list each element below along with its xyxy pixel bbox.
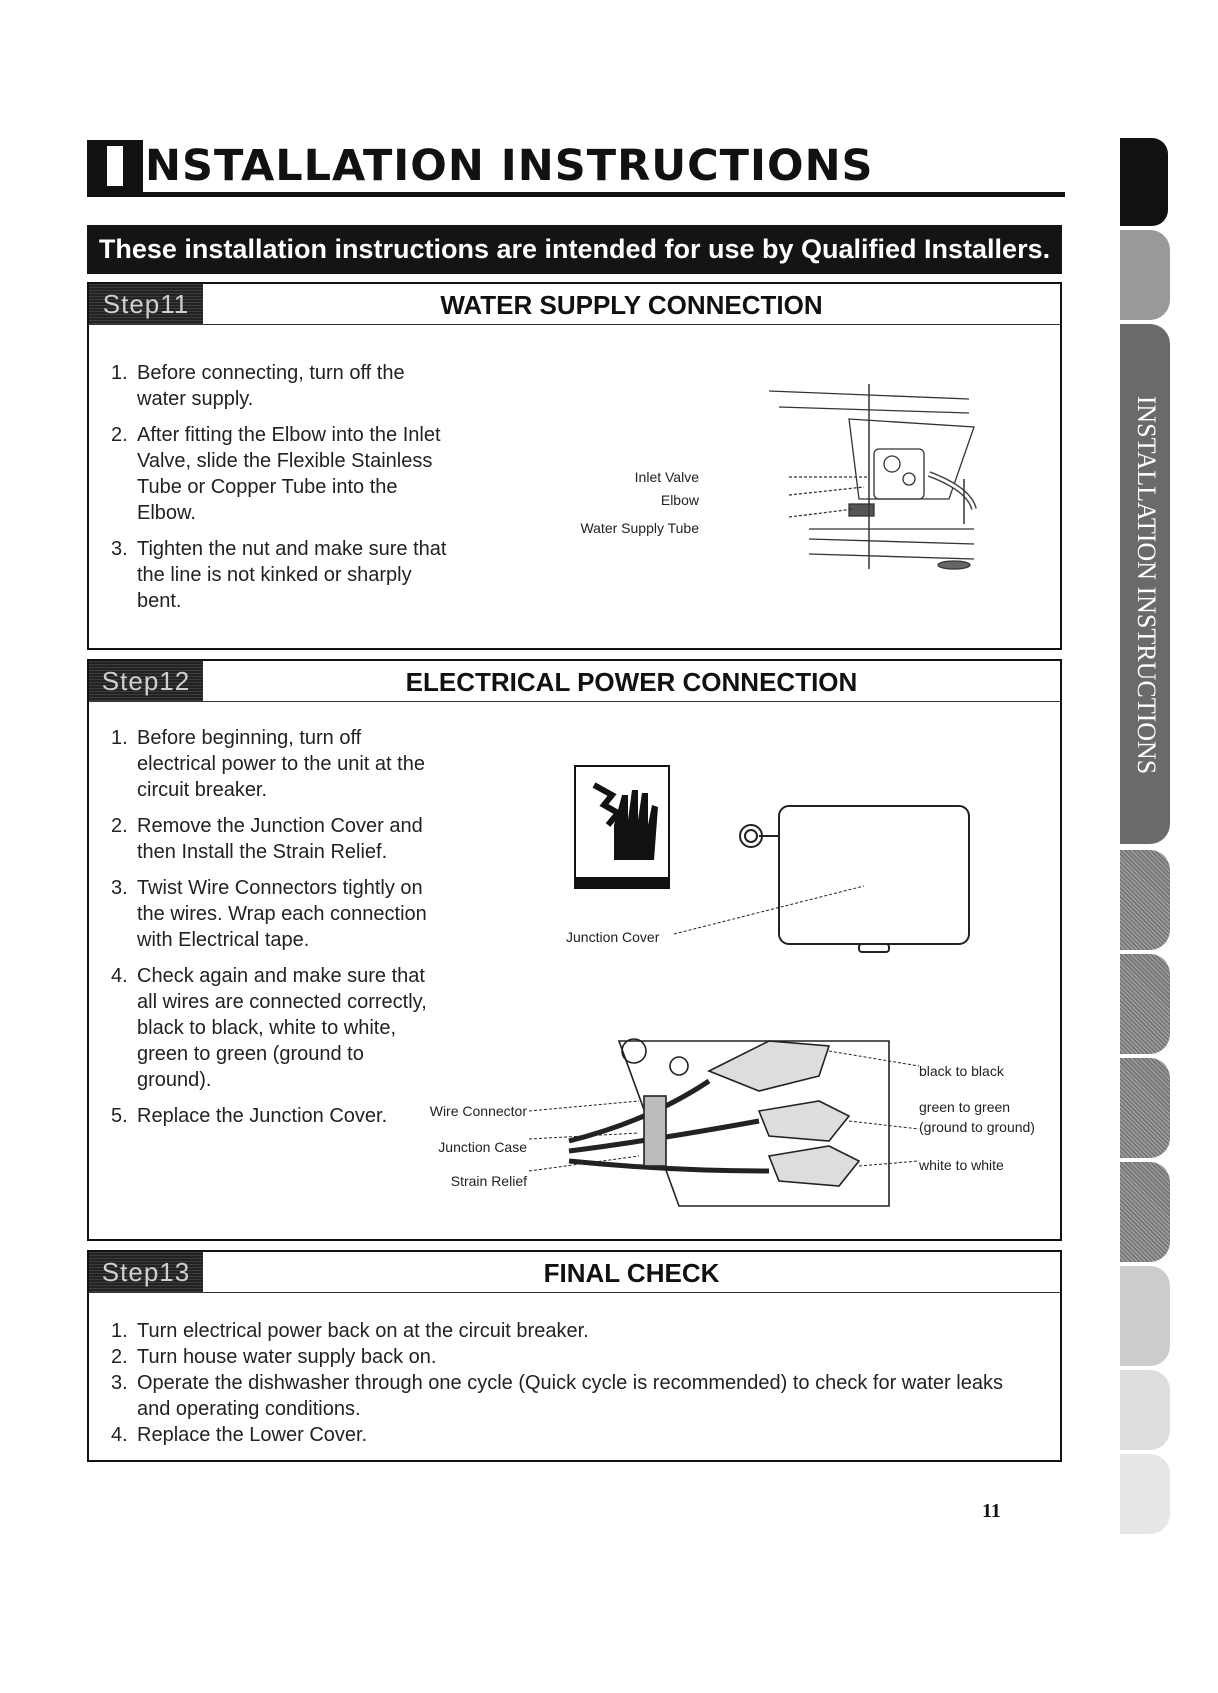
step-13-list [111,1318,1031,1448]
list-item: 3. Twist Wire Connectors tightly on the wires. Wrap each connection with Electrical tape. [111,877,427,951]
page-title [87,140,1065,198]
step-12-list [111,725,441,1139]
white-to-white-label: white to white [919,1157,1004,1173]
step-title: FINAL CHECK [543,1258,720,1288]
list-item: 2. After fitting the Elbow into the Inlet Valve, slide the Flexible Stainless Tube or Copper Tube into the Elbow. [111,424,441,524]
step-badge: Step12 [89,661,203,701]
section-side-tab [1120,138,1172,1693]
title-underline [87,192,1065,197]
junction-cover-label: Junction Cover [566,929,660,945]
side-tab-segment [1120,230,1170,320]
step-title: WATER SUPPLY CONNECTION [440,290,823,320]
step-13-section [87,1250,1062,1462]
ground-to-ground-label: (ground to ground) [919,1119,1035,1135]
step-header [89,661,1060,702]
qualified-installer-banner: These installation instructions are intended for use by Qualified Installers. [87,225,1062,274]
side-tab-segment [1120,954,1170,1054]
page-title-text: NSTALLATION INSTRUCTIONS [145,141,874,191]
title-initial-block [87,140,143,192]
step-11-section [87,282,1062,650]
strain-relief-label: Strain Relief [450,1173,527,1189]
side-tab-dark [1120,138,1168,226]
side-tab-segment [1120,1162,1170,1262]
side-tab-segment [1120,1370,1170,1450]
list-item: 2. Remove the Junction Cover and then Install the Strain Relief. [111,815,423,863]
list-item: 1. Before connecting, turn off the water supply. [111,362,405,410]
wire-connection-diagram [529,1021,919,1231]
side-tab-segment [1120,1058,1170,1158]
water-supply-tube-label: Water Supply Tube [580,520,699,536]
electrical-hazard-icon [574,765,670,889]
side-tab-segment [1120,1454,1170,1534]
step-badge: Step13 [89,1252,203,1292]
step-header [89,1252,1060,1293]
list-item: 3. Tighten the nut and make sure that the line is not kinked or sharply bent. [111,538,447,612]
list-item: 2. Turn house water supply back on. [111,1346,437,1368]
green-to-green-label: green to green [919,1099,1011,1115]
step-badge: Step11 [89,284,203,324]
side-tab-label: INSTALLATION INSTRUCTIONS [1132,395,1161,775]
black-to-black-label: black to black [919,1063,1004,1079]
step-12-section [87,659,1062,1241]
inlet-valve-label: Inlet Valve [634,469,699,485]
page-number: 11 [982,1500,1001,1522]
junction-case-label: Junction Case [438,1139,527,1155]
junction-cover-diagram [674,796,984,956]
list-item: 5. Replace the Junction Cover. [111,1105,388,1127]
list-item: 4. Check again and make sure that all wires are connected correctly, black to black, white to white, green to green (ground to ground). [111,965,427,1091]
step-title: ELECTRICAL POWER CONNECTION [405,667,858,697]
list-item: 4. Replace the Lower Cover. [111,1424,368,1446]
list-item: 3. Operate the dishwasher through one cycle (Quick cycle is recommended) to check for water leaks and operating conditions. [111,1372,1003,1420]
step-header [89,284,1060,325]
side-tab-segment [1120,1266,1170,1366]
title-initial [107,146,123,186]
elbow-label: Elbow [660,492,699,508]
wire-connector-label: Wire Connector [429,1103,527,1119]
side-tab-segment [1120,850,1170,950]
list-item: 1. Turn electrical power back on at the circuit breaker. [111,1320,589,1342]
list-item: 1. Before beginning, turn off electrical power to the unit at the circuit breaker. [111,727,425,801]
inlet-valve-diagram [709,379,979,589]
step-11-list [111,360,451,624]
